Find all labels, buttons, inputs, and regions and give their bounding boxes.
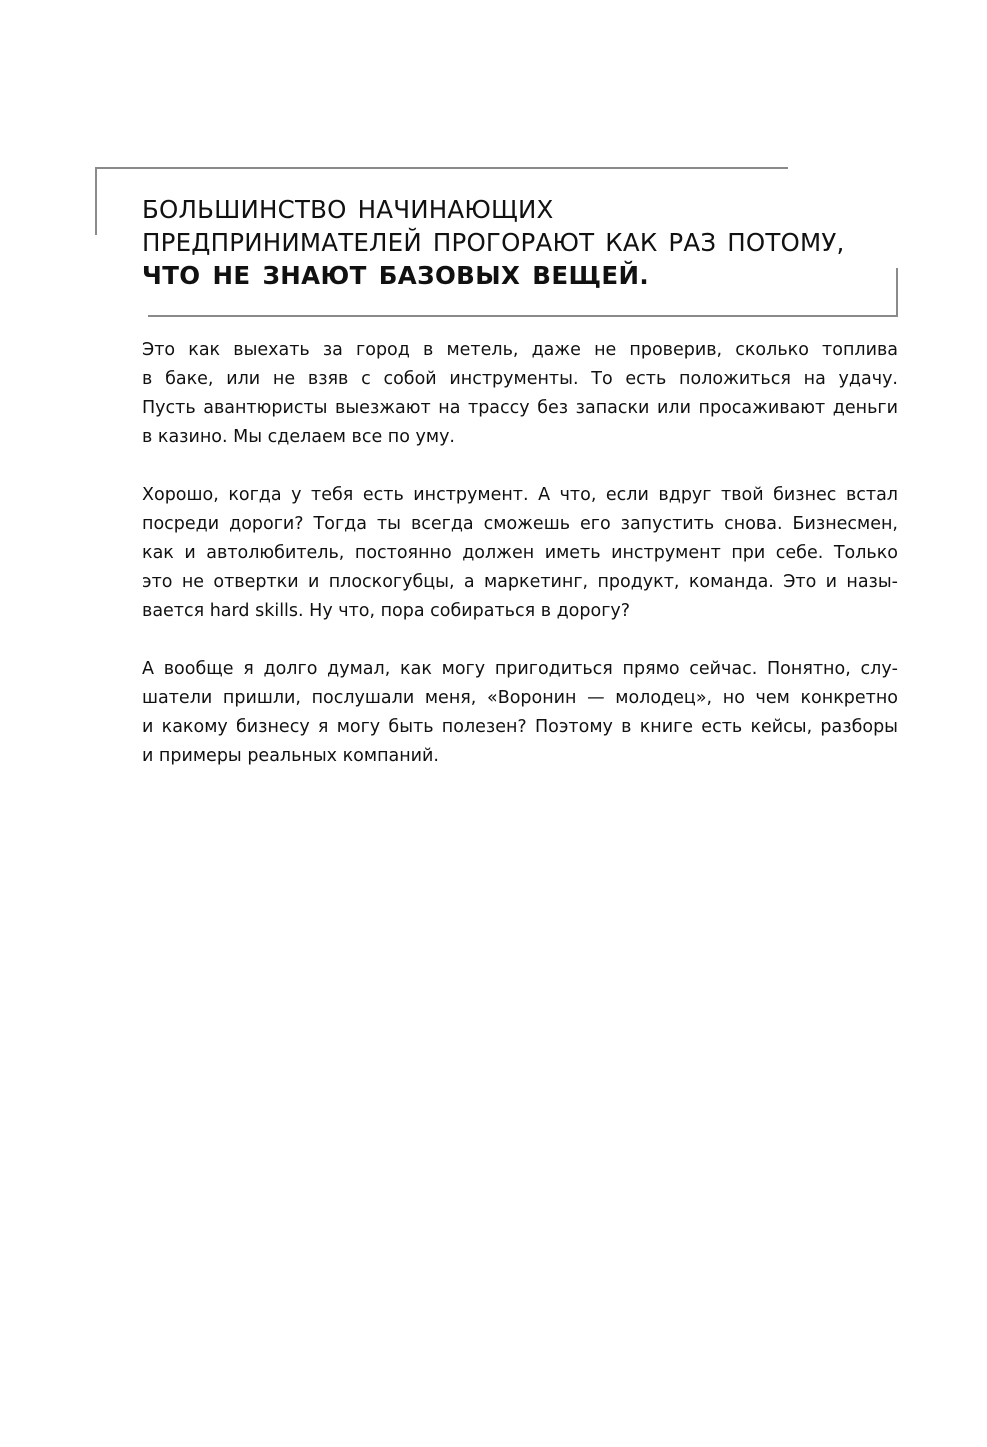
paragraph-2 bbox=[142, 481, 898, 626]
paragraph-line: шатели пришли, послушали меня, «Воронин — молодец», но чем конкретно bbox=[142, 688, 898, 708]
pull-quote-emphasis: ЧТО НЕ ЗНАЮТ БАЗОВЫХ ВЕЩЕЙ. bbox=[142, 261, 650, 290]
paragraph-line: в казино. Мы сделаем все по уму. bbox=[142, 427, 455, 447]
body-text bbox=[142, 336, 898, 800]
paragraph-line: и какому бизнесу я могу быть полезен? Поэтому в книге есть кейсы, разборы bbox=[142, 717, 898, 737]
pull-quote-line: БОЛЬШИНСТВО НАЧИНАЮЩИХ bbox=[142, 195, 554, 224]
paragraph-line: А вообще я долго думал, как могу пригодиться прямо сейчас. Понятно, слу- bbox=[142, 659, 898, 679]
pull-quote-line: ПРЕДПРИНИМАТЕЛЕЙ ПРОГОРАЮТ КАК РАЗ ПОТОМУ, bbox=[142, 228, 845, 257]
paragraph-1 bbox=[142, 336, 898, 452]
pull-quote bbox=[142, 193, 882, 292]
paragraph-line: в баке, или не взяв с собой инструменты. То есть положиться на удачу. bbox=[142, 369, 898, 389]
paragraph-line: Это как выехать за город в метель, даже не проверив, сколько топлива bbox=[142, 340, 898, 360]
quote-frame-bottom-rule bbox=[148, 315, 898, 317]
quote-frame-right-rule bbox=[896, 268, 898, 317]
quote-frame-top-rule bbox=[95, 167, 788, 169]
paragraph-line: вается hard skills. Ну что, пора собираться в дорогу? bbox=[142, 601, 631, 621]
paragraph-line: посреди дороги? Тогда ты всегда сможешь его запустить снова. Бизнесмен, bbox=[142, 514, 898, 534]
paragraph-line: это не отвертки и плоскогубцы, а маркетинг, продукт, команда. Это и назы- bbox=[142, 572, 898, 592]
paragraph-line: как и автолюбитель, постоянно должен иметь инструмент при себе. Только bbox=[142, 543, 898, 563]
quote-frame-left-rule bbox=[95, 167, 97, 235]
paragraph-line: Пусть авантюристы выезжают на трассу без запаски или просаживают деньги bbox=[142, 398, 898, 418]
paragraph-3 bbox=[142, 655, 898, 771]
paragraph-line: Хорошо, когда у тебя есть инструмент. А что, если вдруг твой бизнес встал bbox=[142, 485, 898, 505]
paragraph-line: и примеры реальных компаний. bbox=[142, 746, 439, 766]
